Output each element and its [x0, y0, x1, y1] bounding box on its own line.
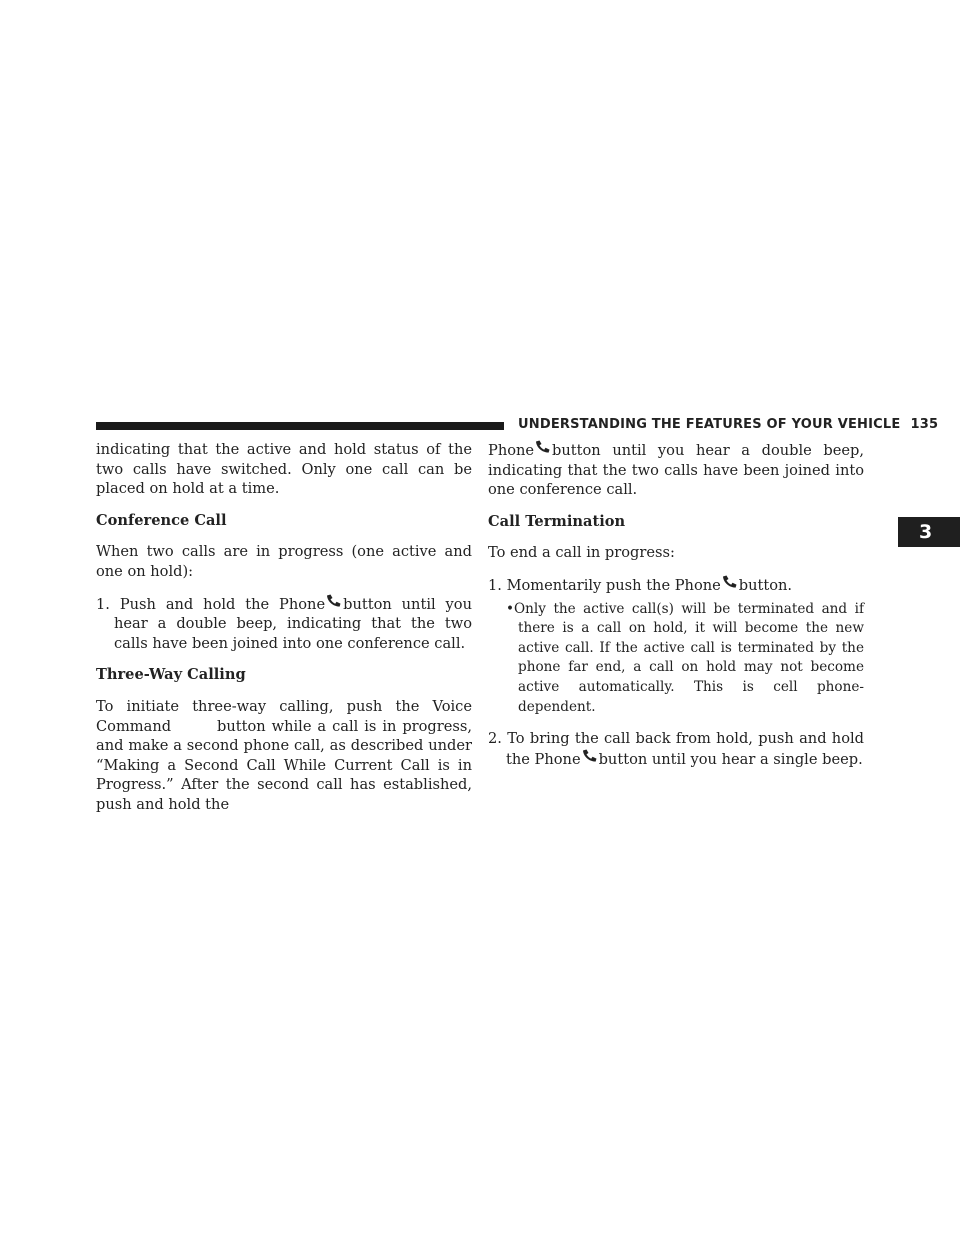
call-termination-heading: Call Termination: [488, 512, 626, 530]
phone-icon: [535, 440, 551, 453]
termination-step-2-text-a: 2. To bring the call back from hold, push and hold the Phone: [488, 730, 864, 768]
termination-bullet-text: Only the active call(s) will be terminated and if there is a call on hold, it will become the new active call. If the active call is terminated by the phone far end, a call on hold may not become active automatically. This is cell phone-dependent.: [514, 600, 864, 715]
three-way-paragraph: [96, 697, 472, 815]
conference-step-1-text-b: button until you hear a double beep, indicating that the two calls have been joined into one conference call.: [114, 595, 472, 652]
phone-icon: [722, 575, 738, 588]
section-title: UNDERSTANDING THE FEATURES OF YOUR VEHICLE: [518, 417, 901, 432]
phone-icon: [582, 749, 598, 762]
right-column: [488, 440, 864, 769]
conference-intro: When two calls are in progress (one active and one on hold):: [96, 543, 472, 580]
conference-step-1-text-a: 1. Push and hold the Phone: [96, 595, 326, 613]
page-number: 135: [910, 417, 939, 432]
conference-call-heading: Conference Call: [96, 511, 227, 529]
continued-paragraph: [488, 440, 864, 500]
phone-icon: [326, 594, 342, 607]
chapter-tab: 3: [898, 517, 960, 547]
termination-step-1-text-a: 1. Momentarily push the Phone: [488, 576, 721, 594]
header-rule: [96, 422, 504, 430]
termination-intro: To end a call in progress:: [488, 544, 675, 562]
termination-step-1-text-b: button.: [738, 576, 793, 594]
termination-step-2-text-b: button until you hear a single beep.: [598, 750, 863, 768]
conference-step-1: [96, 594, 472, 654]
continued-text-a: Phone: [488, 442, 535, 459]
intro-paragraph: indicating that the active and hold status of the two calls have switched. Only one call can be placed on hold at a time.: [96, 441, 472, 498]
running-header: [518, 417, 939, 432]
bullet-icon: •: [506, 600, 515, 617]
three-way-text-a: To initiate three-way calling, push the Voice Command: [96, 697, 472, 735]
left-column: [96, 440, 472, 815]
continued-text-b: button until you hear a double beep, indicating that the two calls have been joined into one conference call.: [488, 442, 864, 499]
termination-bullet: [506, 600, 864, 718]
three-way-text-b: button while a call is in progress, and make a second phone call, as described under “Making a Second Call While Current Call is in Progress.” After the second call has established, push and hold the: [96, 717, 472, 813]
termination-step-2: [488, 729, 864, 769]
three-way-calling-heading: Three-Way Calling: [96, 666, 246, 684]
termination-step-1: [488, 575, 864, 596]
